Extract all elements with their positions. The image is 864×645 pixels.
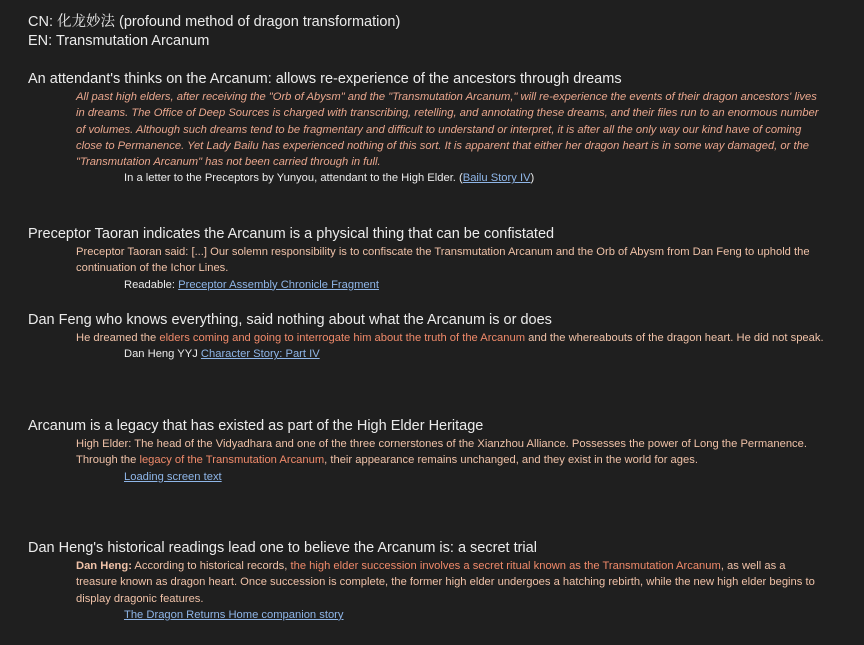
document-body xyxy=(28,13,838,621)
source-link-preceptor-chronicle[interactable]: Preceptor Assembly Chronicle Fragment xyxy=(178,278,379,291)
highlighted-text: the high elder succession involves a secret ritual known as the Transmutation Arcanum xyxy=(290,560,721,572)
source-prefix: Readable: xyxy=(124,278,179,291)
section-secret-trial xyxy=(28,539,838,623)
section-quote: He dreamed the elders coming and going to interrogate him about the truth of the Arcanum and the whereabouts of the dragon heart. He did not speak. xyxy=(76,332,824,344)
section-heading: Arcanum is a legacy that has existed as part of the High Elder Heritage xyxy=(28,418,484,434)
section-physical-thing xyxy=(28,225,838,293)
section-quote: All past high elders, after receiving the "Orb of Abysm" and the "Transmutation Arcanum," will re-experience the events of their dragon ancestors' lives in dreams. The Office of Deep Sources is charged with transcribing, retelling, and annotating these dreams, and their files run to an enormous number of volumes. Although such dreams tend to be fragmentary and difficult to understand or interpret, it is after all the only way our kind have of coming close to Permanence. Yet Lady Bailu has experienced nothing of this sort. It is apparent that either her dragon heart is in some way damaged, or the "Transmutation Arcanum" has not been carried through in full. xyxy=(76,91,819,169)
section-source xyxy=(124,277,838,293)
section-source xyxy=(124,346,838,362)
source-suffix: ) xyxy=(530,172,535,185)
section-heading: Dan Heng's historical readings lead one to believe the Arcanum is: a secret trial xyxy=(28,540,537,556)
section-heading: An attendant's thinks on the Arcanum: allows re-experience of the ancestors through dreams xyxy=(28,71,622,87)
section-dan-feng-silence xyxy=(28,311,838,362)
source-link-character-story[interactable]: Character Story: Part IV xyxy=(200,348,320,361)
section-quote: Dan Heng: According to historical records, the high elder succession involves a secret ritual known as the Transmutation Arcanum, as well as a treasure known as dragon heart. Once succession is complete, the former high elder undergoes a hatching rebirth, while the new high elder begins to display dragonic features. xyxy=(76,560,815,605)
section-dream-experience xyxy=(28,70,838,186)
source-link-bailu-story[interactable]: Bailu Story IV xyxy=(462,172,531,185)
en-title-line: EN: Transmutation Arcanum xyxy=(28,33,210,49)
section-quote: Preceptor Taoran said: [...] Our solemn responsibility is to confiscate the Transmutation Arcanum and the Orb of Abysm from Dan Feng to uphold the continuation of the Ichor Lines. xyxy=(76,246,810,275)
source-prefix: In a letter to the Preceptors by Yunyou, attendant to the High Elder. ( xyxy=(124,172,463,185)
source-link-loading-screen[interactable]: Loading screen text xyxy=(124,470,222,483)
section-source xyxy=(124,607,838,623)
section-source xyxy=(124,170,838,186)
section-source xyxy=(124,469,838,485)
source-prefix: Dan Heng YYJ xyxy=(124,348,201,361)
speaker-name: Dan Heng: xyxy=(76,560,132,572)
section-quote: High Elder: The head of the Vidyadhara and one of the three cornerstones of the Xianzhou Alliance. Possesses the power of Long the Permanence. Through the legacy of the Transmutation Arcanum, their appearance remains unchanged, and they exist in the world for ages. xyxy=(76,438,807,467)
highlighted-text: legacy of the Transmutation Arcanum xyxy=(139,454,325,467)
section-high-elder-heritage xyxy=(28,417,838,485)
source-link-dragon-returns-home[interactable]: The Dragon Returns Home companion story xyxy=(124,608,344,621)
highlighted-text: elders coming and going to interrogate him about the truth of the Arcanum xyxy=(159,332,526,344)
section-heading: Preceptor Taoran indicates the Arcanum is a physical thing that can be confistated xyxy=(28,226,555,242)
section-heading: Dan Feng who knows everything, said nothing about what the Arcanum is or does xyxy=(28,312,552,328)
cn-title-line: CN: 化龙妙法 (profound method of dragon transformation) xyxy=(28,14,401,30)
